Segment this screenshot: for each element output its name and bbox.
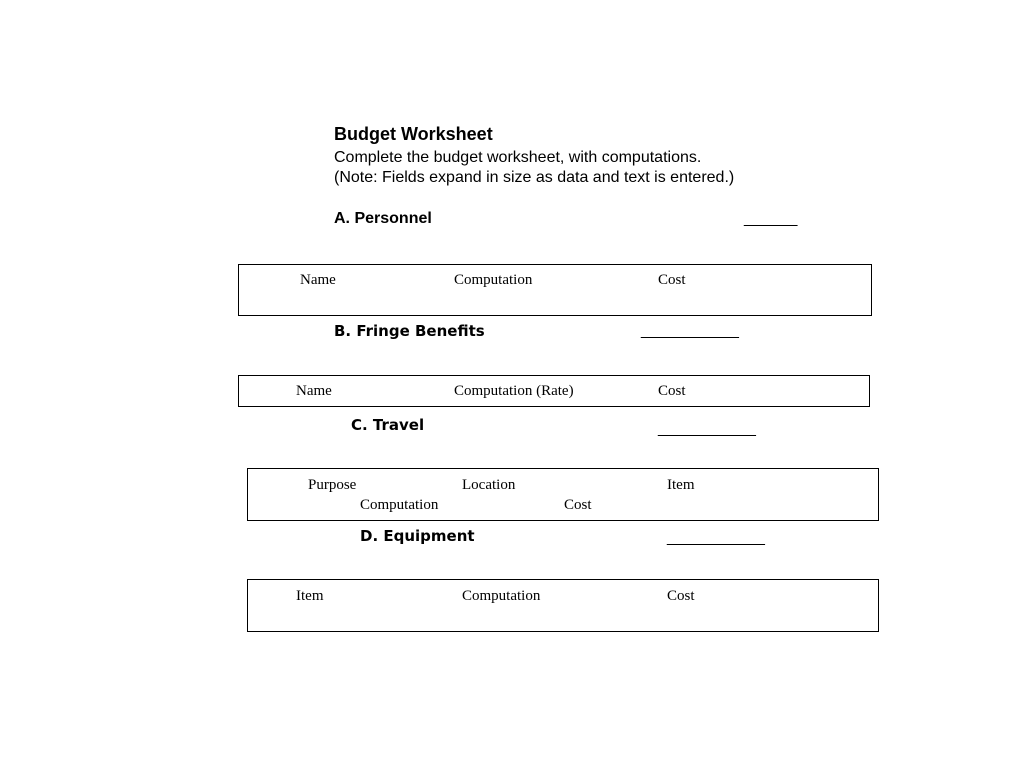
equipment-table[interactable]: [247, 579, 879, 632]
travel-table[interactable]: [247, 468, 879, 521]
fringe-heading: B. Fringe Benefits: [334, 322, 485, 340]
travel-total-blank[interactable]: ___________: [658, 420, 756, 437]
fringe-col-name: Name: [296, 383, 332, 399]
travel-col-purpose: Purpose: [308, 477, 357, 493]
travel-heading: C. Travel: [351, 416, 425, 434]
personnel-heading: A. Personnel: [334, 210, 432, 227]
equipment-col-cost: Cost: [667, 588, 695, 604]
fringe-col-computation-rate: Computation (Rate): [454, 383, 574, 399]
travel-col-computation: Computation: [360, 497, 439, 513]
equipment-col-computation: Computation: [462, 588, 541, 604]
fringe-table[interactable]: [238, 375, 870, 407]
worksheet-note: (Note: Fields expand in size as data and text is entered.): [334, 169, 735, 186]
personnel-total-blank[interactable]: ______: [744, 210, 798, 227]
equipment-col-item: Item: [296, 588, 324, 604]
fringe-col-cost: Cost: [658, 383, 686, 399]
travel-col-location: Location: [462, 477, 516, 493]
worksheet-instruction: Complete the budget worksheet, with computations.: [334, 149, 702, 166]
worksheet-title: Budget Worksheet: [334, 124, 493, 144]
personnel-col-name: Name: [300, 272, 336, 288]
personnel-col-cost: Cost: [658, 272, 686, 288]
personnel-col-computation: Computation: [454, 272, 533, 288]
travel-col-cost: Cost: [564, 497, 592, 513]
travel-col-item: Item: [667, 477, 695, 493]
personnel-table[interactable]: [238, 264, 872, 316]
equipment-heading: D. Equipment: [360, 527, 475, 545]
equipment-total-blank[interactable]: ___________: [667, 529, 765, 546]
fringe-total-blank[interactable]: ___________: [641, 322, 739, 339]
